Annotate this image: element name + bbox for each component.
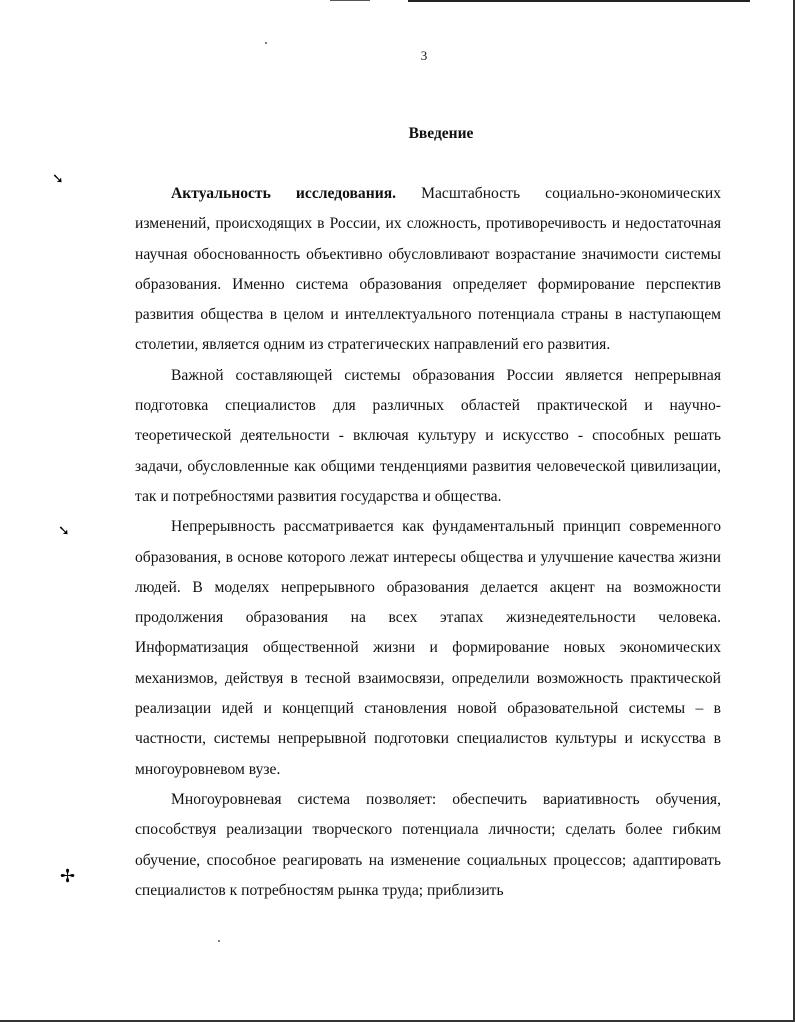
page-number: 3 bbox=[420, 48, 428, 63]
paragraph-text: Масштабность социально-экономических изменений, происходящих в России, их сложность, противоречивость и недостаточная научная обоснованность объективно обусловливают возрастание значимости системы образования. Именно система образования определяет формирование перспектив развития общества в целом и интеллектуального потенциала страны в наступающем столетии, является одним из стратегических направлений его развития. bbox=[135, 185, 721, 354]
scan-mark-icon: ➘ bbox=[52, 171, 64, 187]
paragraph-text: Непрерывность рассматривается как фундаментальный принцип современного образования, в основе которого лежат интересы общества и улучшение качества жизни людей. В моделях непрерывного образования делается акцент на возможности продолжения образования на всех этапах жизнедеятельности человека. Информатизация общественной жизни и формирование новых экономических механизмов, действуя в тесной взаимосвязи, определили возможность практической реализации идей и концепций становления новой образовательной системы – в частности, системы непрерывной подготовки специалистов культуры и искусства в многоуровневом вузе. bbox=[135, 518, 721, 778]
scan-speck bbox=[265, 42, 267, 44]
paragraph bbox=[135, 512, 721, 785]
scan-artifact-top-short bbox=[330, 0, 370, 1]
page-title: Введение bbox=[408, 125, 474, 142]
body-text bbox=[135, 179, 721, 906]
scan-artifact-top bbox=[408, 0, 750, 2]
scan-speck bbox=[218, 940, 220, 942]
paragraph bbox=[135, 361, 721, 512]
paragraph bbox=[135, 179, 721, 361]
paragraph bbox=[135, 785, 721, 906]
paragraph-text: Важной составляющей системы образования России является непрерывная подготовка специалистов для различных областей практической и научно-теоретической деятельности - включая культуру и искусство - способных решать задачи, обусловленные как общими тенденциями развития человеческой цивилизации, так и потребностями развития государства и общества. bbox=[135, 366, 721, 505]
scan-mark-icon: ✢ bbox=[60, 866, 76, 887]
scan-mark-icon: ➘ bbox=[58, 523, 70, 539]
paragraph-text: Многоуровневая система позволяет: обеспечить вариативность обучения, способствуя реализации творческого потенциала личности; сделать более гибким обучение, способное реагировать на изменение социальных процессов; адаптировать специалистов к потребностям рынка труда; приблизить bbox=[135, 790, 721, 899]
paragraph-lead: Актуальность исследования. bbox=[171, 185, 397, 202]
